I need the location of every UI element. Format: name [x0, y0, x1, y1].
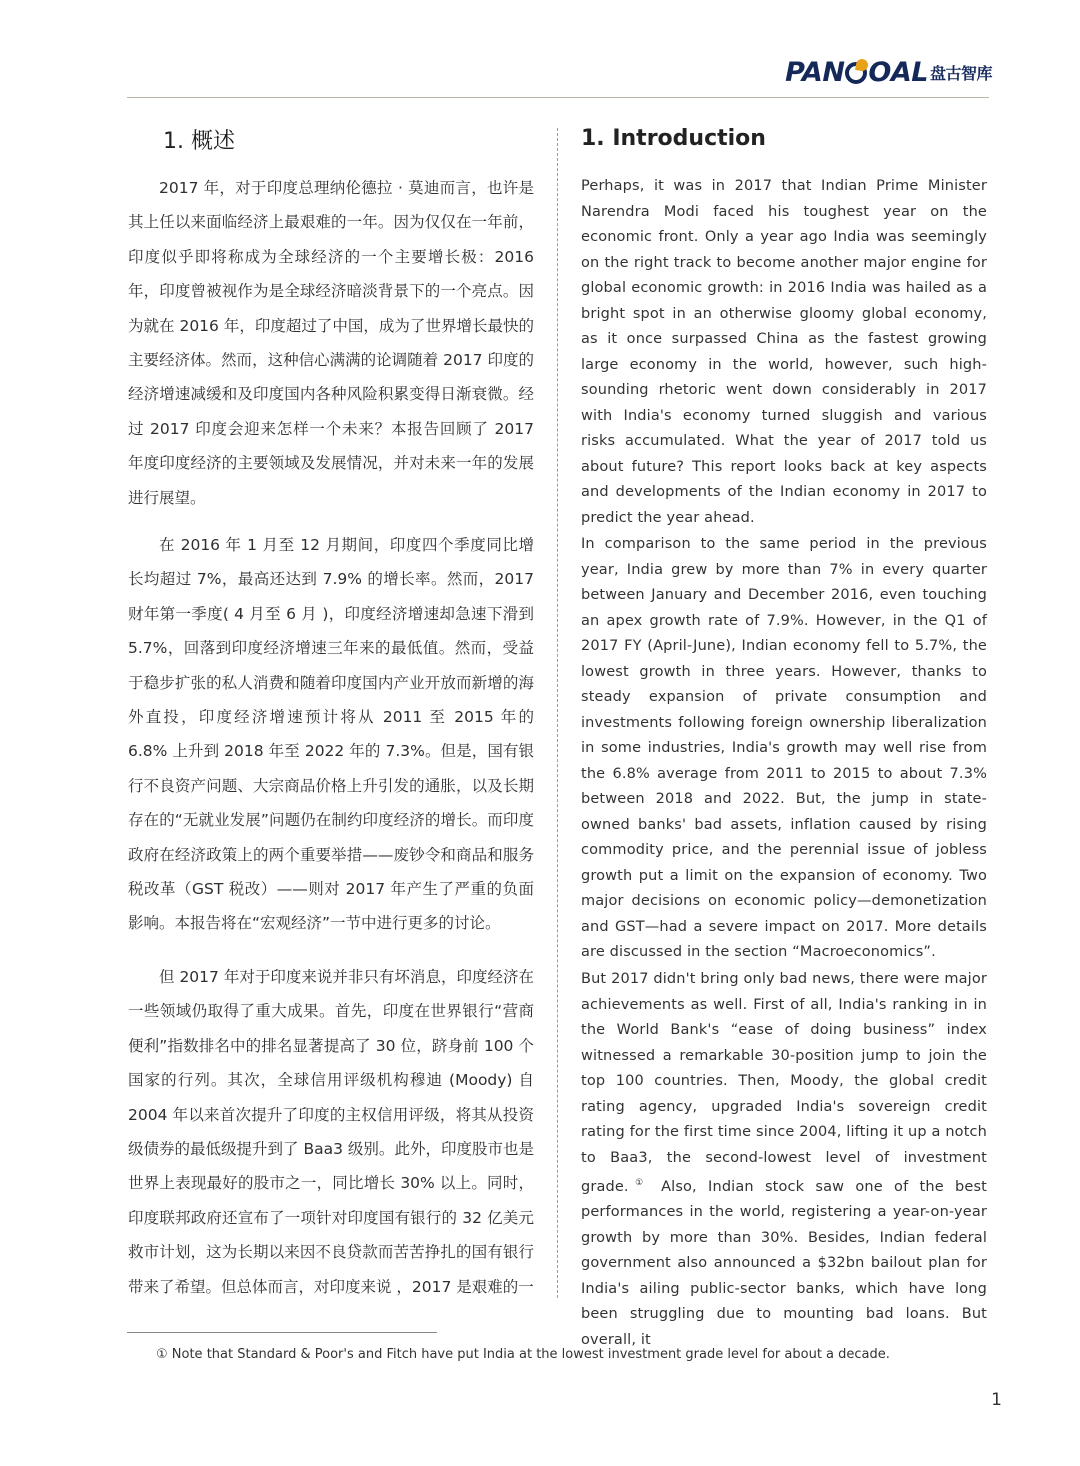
cn-paragraph-3: 但 2017 年对于印度来说并非只有坏消息，印度经济在一些领域仍取得了重大成果。首先，印度在世界银行“营商便利”指数排名中的排名显著提高了 30 位，跻身前 100 个国家的行列。其次，全球信用评级机构穆迪 (Moody) 自 2004 年以来首次提升了印度的主权信用评级，将其从投资级债券的最低级提升到了 Baa3 级别。此外，印度股市也是世界上表现最好的股市之一，同比增长 30% 以上。同时，印度联邦政府还宣布了一项针对印度国有银行的 32 亿美元救市计划，这为长期以来因不良贷款而苦苦挣扎的国有银行带来了希望。但总体而言，对印度来说 ，2017 是艰难的一: [128, 968, 534, 1296]
logo-chinese: 盘古智库: [929, 63, 992, 83]
en-paragraph-3-part-2: Also, Indian stock saw one of the best performances in the world, registering a year-on-year growth by more than 30%. Besides, Indian federal government also announced a $32bn bailout plan for India's ailing public-sector banks, which have long been struggling due to mounting bad loans. But overall, it: [581, 1178, 988, 1348]
en-paragraph-3: [581, 967, 987, 1353]
logo-o-mark-icon: [845, 62, 867, 84]
footnote-rule: [127, 1332, 437, 1333]
footnote-reference[interactable]: ①: [628, 1178, 650, 1188]
logo-wordmark: PAN OAL: [785, 56, 928, 88]
cn-paragraph-2: 在 2016 年 1 月至 12 月期间，印度四个季度同比增长均超过 7%，最高还达到 7.9% 的增长率。然而，2017 财年第一季度( 4 月至 6 月 )，印度经济增速却急速下滑到 5.7%，回落到印度经济增速三年来的最低值。然而，受益于稳步扩张的私人消费和随着印度国内产业开放而新增的海外直投，印度经济增速预计将从 2011 至 2015 年的 6.8% 上升到 2018 年至 2022 年的 7.3%。但是，国有银行不良资产问题、大宗商品价格上升引发的通胀，以及长期存在的“无就业发展”问题仍在制约印度经济的增长。而印度政府在经济政策上的两个重要举措——废钞令和商品和服务税改革（GST 税改）——则对 2017 年产生了严重的负面影响。本报告将在“宏观经济”一节中进行更多的讨论。: [128, 536, 534, 933]
section-heading-cn: 1. 概述: [163, 129, 235, 154]
page-number: 1: [991, 1390, 1002, 1410]
pangoal-logo: [785, 52, 992, 92]
cn-paragraph-1: 2017 年，对于印度总理纳伦德拉 · 莫迪而言，也许是其上任以来面临经济上最艰难的一年。因为仅仅在一年前，印度似乎即将称成为全球经济的一个主要增长极：2016 年，印度曾被视作为是全球经济暗淡背景下的一个亮点。因为就在 2016 年，印度超过了中国，成为了世界增长最快的主要经济体。然而，这种信心满满的论调随着 2017 印度的经济增速减缓和及印度国内各种风险积累变得日渐衰微。经过 2017 印度会迎来怎样一个未来？本报告回顾了 2017 年度印度经济的主要领域及发展情况，并对未来一年的发展进行展望。: [128, 179, 534, 507]
header-rule: [127, 97, 989, 98]
en-paragraph-1: Perhaps, it was in 2017 that Indian Prime Minister Narendra Modi faced his toughest year on the economic front. Only a year ago India was seemingly on the right track to become another major engine for global economic growth: in 2016 India was hailed as a bright spot in an otherwise gloomy global economy, as it once surpassed China as the fastest growing large economy in the world, however, such high-sounding rhetoric went down considerably in 2017 with India's economy turned sluggish and various risks accumulated. What the year of 2017 told us about future? This report looks back at key aspects and developments of the Indian economy in 2017 to predict the year ahead.: [581, 178, 987, 526]
column-divider: [557, 128, 558, 1298]
en-paragraph-2: In comparison to the same period in the previous year, India grew by more than 7% in every quarter between January and December 2016, even touching an apex growth rate of 7.9%. However, in the Q1 of 2017 FY (April-June), Indian economy fell to 5.7%, the lowest growth in three years. However, thanks to steady expansion of private consumption and investments following foreign ownership liberalization in some industries, India's growth may well rise from the 6.8% average from 2011 to 2015 to about 7.3% between 2018 and 2022. But, the jump in state-owned banks' bad assets, inflation caused by rising commodity price, and the perennial issue of jobless growth put a limit on the expansion of economy. Two major decisions on economic policy—demonetization and GST—had a severe impact on 2017. More details are discussed in the section “Macroeconomics”.: [581, 536, 987, 960]
en-paragraph-3-part-1: But 2017 didn't bring only bad news, there were major achievements as well. First of all, India's ranking in in the World Bank's “ease of doing business” index witnessed a remarkable 30-position jump to join the top 100 countries. Then, Moody, the global credit rating agency, upgraded India's sovereign credit rating for the first time since 2004, lifting it up a notch to Baa3, the second-lowest level of investment grade.: [581, 971, 987, 1195]
section-heading-en: 1. Introduction: [581, 126, 766, 151]
footnote: ① Note that Standard & Poor's and Fitch have put India at the lowest investment grade level for about a decade.: [156, 1347, 890, 1362]
